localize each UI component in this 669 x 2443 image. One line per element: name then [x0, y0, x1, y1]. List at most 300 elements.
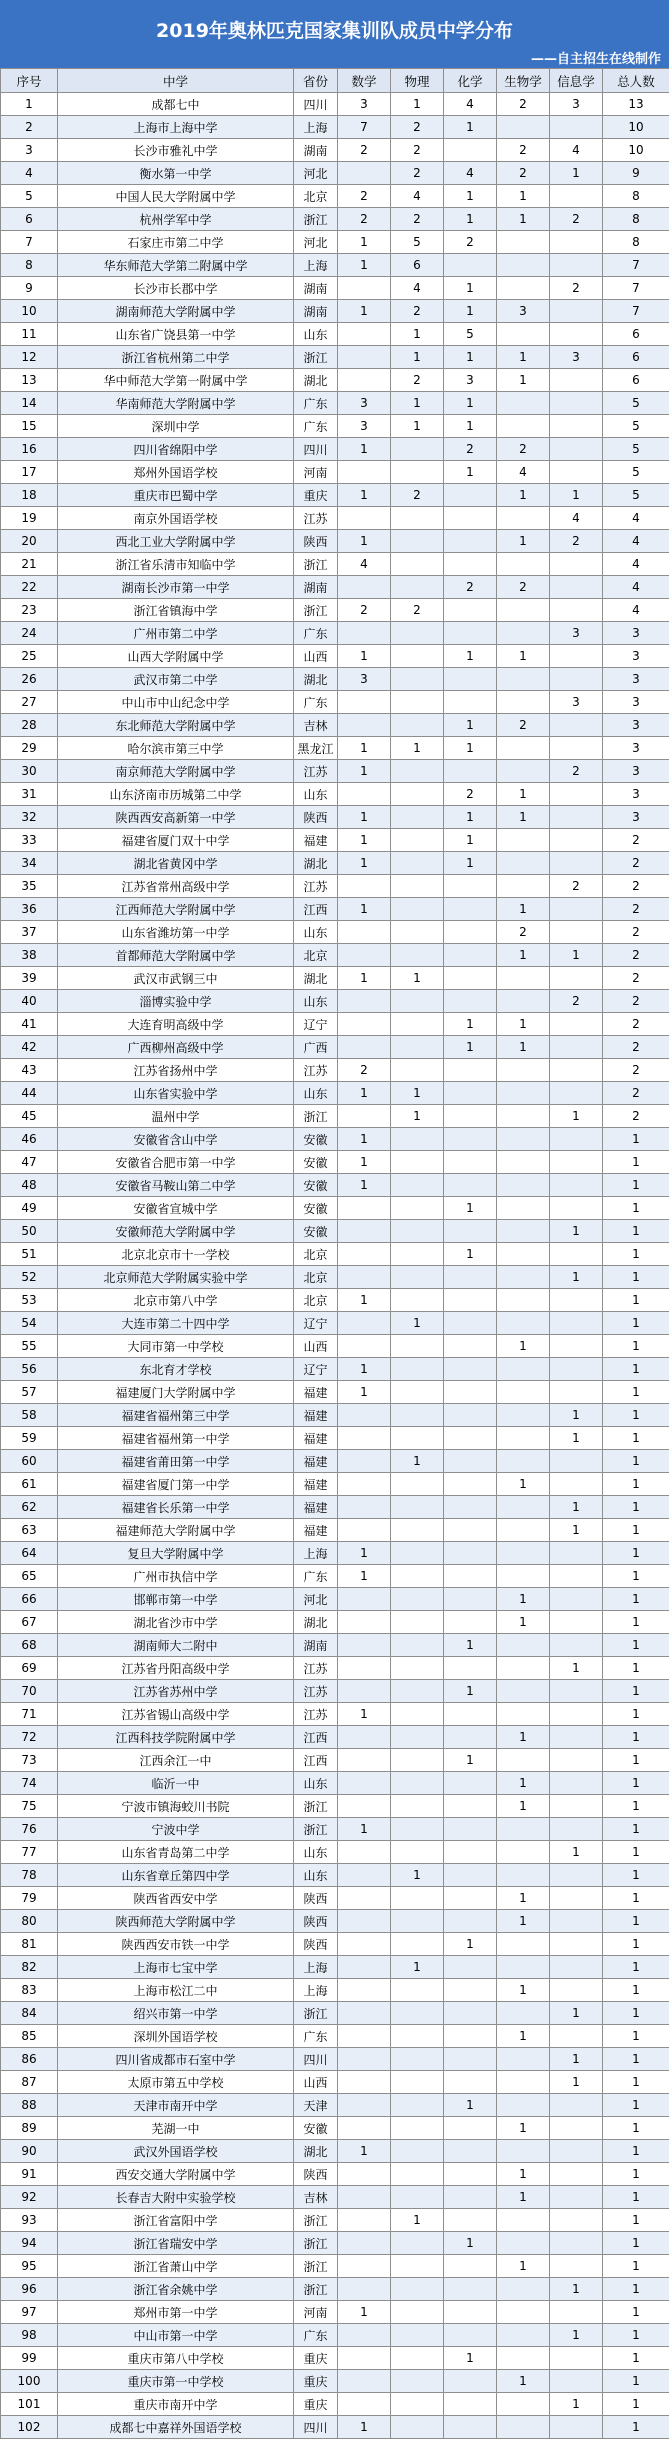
cell-total: 1 — [603, 1542, 669, 1565]
cell-index: 83 — [1, 1979, 58, 2002]
cell-informatics — [550, 2209, 603, 2232]
table-row — [1, 185, 669, 208]
cell-biology — [497, 1956, 550, 1979]
cell-school: 天津市南开中学 — [58, 2094, 294, 2117]
cell-chemistry: 1 — [444, 806, 497, 829]
cell-math: 1 — [338, 737, 391, 760]
cell-physics — [391, 691, 444, 714]
cell-index: 46 — [1, 1128, 58, 1151]
table-row — [1, 1312, 669, 1335]
table-row — [1, 691, 669, 714]
cell-biology — [497, 1289, 550, 1312]
cell-school: 华东师范大学第二附属中学 — [58, 254, 294, 277]
cell-physics — [391, 760, 444, 783]
cell-physics — [391, 576, 444, 599]
cell-biology — [497, 1427, 550, 1450]
table-row — [1, 1450, 669, 1473]
cell-math — [338, 1197, 391, 1220]
cell-informatics — [550, 1726, 603, 1749]
cell-school: 江西余江一中 — [58, 1749, 294, 1772]
cell-physics: 2 — [391, 369, 444, 392]
table-row — [1, 576, 669, 599]
cell-school: 大同市第一中学校 — [58, 1335, 294, 1358]
cell-informatics — [550, 1795, 603, 1818]
cell-total: 2 — [603, 1013, 669, 1036]
table-row — [1, 1956, 669, 1979]
cell-math — [338, 346, 391, 369]
cell-math: 1 — [338, 1381, 391, 1404]
cell-informatics: 1 — [550, 1519, 603, 1542]
cell-biology: 1 — [497, 2370, 550, 2393]
cell-physics — [391, 714, 444, 737]
table-header-row — [1, 69, 669, 93]
cell-informatics — [550, 829, 603, 852]
cell-math — [338, 1726, 391, 1749]
cell-math — [338, 1749, 391, 1772]
cell-index: 98 — [1, 2324, 58, 2347]
cell-physics — [391, 2186, 444, 2209]
cell-index: 95 — [1, 2255, 58, 2278]
cell-total: 2 — [603, 990, 669, 1013]
cell-total: 1 — [603, 1864, 669, 1887]
cell-informatics: 1 — [550, 1105, 603, 1128]
cell-school: 临沂一中 — [58, 1772, 294, 1795]
cell-biology — [497, 1174, 550, 1197]
cell-informatics — [550, 415, 603, 438]
cell-physics — [391, 898, 444, 921]
cell-physics — [391, 1013, 444, 1036]
cell-index: 29 — [1, 737, 58, 760]
cell-physics — [391, 438, 444, 461]
cell-math: 1 — [338, 438, 391, 461]
cell-biology: 1 — [497, 2163, 550, 2186]
cell-math: 1 — [338, 967, 391, 990]
cell-province: 上海 — [294, 1979, 338, 2002]
cell-province: 湖北 — [294, 369, 338, 392]
cell-informatics: 2 — [550, 875, 603, 898]
cell-school: 大连市第二十四中学 — [58, 1312, 294, 1335]
cell-total: 3 — [603, 783, 669, 806]
cell-informatics — [550, 1450, 603, 1473]
header-biology: 生物学 — [497, 69, 550, 93]
cell-index: 87 — [1, 2071, 58, 2094]
cell-province: 湖南 — [294, 139, 338, 162]
table-row — [1, 1772, 669, 1795]
cell-index: 28 — [1, 714, 58, 737]
cell-physics: 1 — [391, 1312, 444, 1335]
cell-biology — [497, 231, 550, 254]
cell-chemistry — [444, 2209, 497, 2232]
table-row — [1, 944, 669, 967]
cell-physics: 1 — [391, 737, 444, 760]
cell-physics — [391, 852, 444, 875]
cell-biology — [497, 277, 550, 300]
table-row — [1, 300, 669, 323]
cell-index: 77 — [1, 1841, 58, 1864]
cell-total: 1 — [603, 2301, 669, 2324]
cell-physics: 1 — [391, 392, 444, 415]
cell-total: 5 — [603, 461, 669, 484]
table-row — [1, 2209, 669, 2232]
cell-informatics — [550, 1887, 603, 1910]
table-row — [1, 1795, 669, 1818]
cell-biology — [497, 691, 550, 714]
table-row — [1, 1289, 669, 1312]
cell-biology: 4 — [497, 461, 550, 484]
cell-informatics — [550, 231, 603, 254]
cell-chemistry — [444, 1726, 497, 1749]
cell-total: 1 — [603, 1933, 669, 1956]
cell-province: 安徽 — [294, 1174, 338, 1197]
cell-total: 1 — [603, 1749, 669, 1772]
cell-school: 福建省福州第一中学 — [58, 1427, 294, 1450]
cell-total: 2 — [603, 967, 669, 990]
cell-index: 81 — [1, 1933, 58, 1956]
cell-total: 13 — [603, 93, 669, 116]
cell-province: 河南 — [294, 2301, 338, 2324]
cell-physics — [391, 2278, 444, 2301]
table-row — [1, 1059, 669, 1082]
cell-math — [338, 2002, 391, 2025]
cell-informatics — [550, 668, 603, 691]
cell-school: 长沙市雅礼中学 — [58, 139, 294, 162]
cell-province: 湖北 — [294, 1611, 338, 1634]
cell-province: 广东 — [294, 2324, 338, 2347]
table-row — [1, 1036, 669, 1059]
cell-biology — [497, 1818, 550, 1841]
cell-total: 1 — [603, 2140, 669, 2163]
cell-total: 1 — [603, 1266, 669, 1289]
cell-total: 1 — [603, 2232, 669, 2255]
cell-chemistry — [444, 1335, 497, 1358]
table-row — [1, 1565, 669, 1588]
cell-informatics — [550, 1910, 603, 1933]
cell-index: 20 — [1, 530, 58, 553]
cell-index: 35 — [1, 875, 58, 898]
cell-biology — [497, 1128, 550, 1151]
cell-informatics — [550, 1818, 603, 1841]
cell-chemistry: 1 — [444, 392, 497, 415]
cell-chemistry — [444, 1795, 497, 1818]
cell-school: 衡水第一中学 — [58, 162, 294, 185]
cell-school: 广西柳州高级中学 — [58, 1036, 294, 1059]
table-row — [1, 898, 669, 921]
cell-province: 山东 — [294, 990, 338, 1013]
page-title: 2019年奥林匹克国家集训队成员中学分布 — [156, 20, 513, 42]
cell-province: 浙江 — [294, 599, 338, 622]
table-row — [1, 116, 669, 139]
cell-biology — [497, 1404, 550, 1427]
table-row — [1, 1864, 669, 1887]
cell-physics — [391, 1335, 444, 1358]
cell-chemistry — [444, 1473, 497, 1496]
cell-chemistry — [444, 2048, 497, 2071]
cell-school: 深圳外国语学校 — [58, 2025, 294, 2048]
cell-informatics: 2 — [550, 208, 603, 231]
cell-index: 86 — [1, 2048, 58, 2071]
cell-province: 山东 — [294, 323, 338, 346]
table-row — [1, 1266, 669, 1289]
table-row — [1, 2163, 669, 2186]
cell-biology: 1 — [497, 1611, 550, 1634]
cell-school: 宁波市镇海蛟川书院 — [58, 1795, 294, 1818]
cell-math — [338, 2393, 391, 2416]
table-row — [1, 2048, 669, 2071]
cell-math — [338, 714, 391, 737]
cell-chemistry — [444, 1910, 497, 1933]
table-row — [1, 921, 669, 944]
cell-province: 上海 — [294, 254, 338, 277]
cell-total: 1 — [603, 2163, 669, 2186]
cell-informatics: 1 — [550, 2393, 603, 2416]
cell-physics: 1 — [391, 1082, 444, 1105]
cell-math — [338, 2370, 391, 2393]
cell-physics: 1 — [391, 93, 444, 116]
cell-province: 辽宁 — [294, 1013, 338, 1036]
cell-index: 34 — [1, 852, 58, 875]
cell-math — [338, 990, 391, 1013]
cell-biology — [497, 1059, 550, 1082]
cell-province: 重庆 — [294, 2393, 338, 2416]
cell-school: 南京师范大学附属中学 — [58, 760, 294, 783]
cell-school: 北京北京市十一学校 — [58, 1243, 294, 1266]
cell-informatics — [550, 369, 603, 392]
cell-index: 31 — [1, 783, 58, 806]
cell-math — [338, 2071, 391, 2094]
table-row — [1, 1519, 669, 1542]
cell-biology: 1 — [497, 185, 550, 208]
cell-province: 江西 — [294, 898, 338, 921]
cell-chemistry — [444, 1864, 497, 1887]
cell-math — [338, 2186, 391, 2209]
cell-total: 3 — [603, 645, 669, 668]
cell-index: 62 — [1, 1496, 58, 1519]
cell-province: 山东 — [294, 1082, 338, 1105]
cell-school: 安徽师范大学附属中学 — [58, 1220, 294, 1243]
cell-index: 74 — [1, 1772, 58, 1795]
cell-physics: 4 — [391, 185, 444, 208]
cell-biology — [497, 1841, 550, 1864]
cell-chemistry — [444, 1289, 497, 1312]
cell-physics — [391, 530, 444, 553]
cell-chemistry — [444, 1450, 497, 1473]
cell-school: 福建省长乐第一中学 — [58, 1496, 294, 1519]
cell-biology — [497, 1197, 550, 1220]
cell-informatics: 3 — [550, 346, 603, 369]
cell-province: 安徽 — [294, 1151, 338, 1174]
cell-chemistry — [444, 2324, 497, 2347]
cell-chemistry: 1 — [444, 2347, 497, 2370]
table-row — [1, 829, 669, 852]
cell-chemistry — [444, 484, 497, 507]
cell-index: 42 — [1, 1036, 58, 1059]
cell-index: 58 — [1, 1404, 58, 1427]
cell-chemistry — [444, 1887, 497, 1910]
table-row — [1, 1680, 669, 1703]
cell-index: 68 — [1, 1634, 58, 1657]
table-row — [1, 2025, 669, 2048]
cell-index: 64 — [1, 1542, 58, 1565]
cell-physics — [391, 2048, 444, 2071]
cell-biology: 1 — [497, 944, 550, 967]
cell-physics — [391, 1588, 444, 1611]
cell-chemistry: 1 — [444, 645, 497, 668]
cell-province: 浙江 — [294, 1818, 338, 1841]
cell-province: 山西 — [294, 2071, 338, 2094]
cell-total: 1 — [603, 2347, 669, 2370]
cell-province: 山东 — [294, 1864, 338, 1887]
cell-math — [338, 2048, 391, 2071]
cell-total: 1 — [603, 1427, 669, 1450]
cell-chemistry — [444, 967, 497, 990]
cell-informatics — [550, 737, 603, 760]
cell-physics — [391, 1703, 444, 1726]
table-row — [1, 1611, 669, 1634]
cell-total: 3 — [603, 714, 669, 737]
cell-province: 安徽 — [294, 2117, 338, 2140]
cell-biology — [497, 2209, 550, 2232]
cell-total: 6 — [603, 323, 669, 346]
cell-index: 88 — [1, 2094, 58, 2117]
table-row — [1, 1657, 669, 1680]
cell-chemistry — [444, 2393, 497, 2416]
cell-informatics — [550, 921, 603, 944]
cell-informatics — [550, 806, 603, 829]
cell-informatics — [550, 1197, 603, 1220]
cell-index: 41 — [1, 1013, 58, 1036]
cell-chemistry — [444, 1841, 497, 1864]
header-math: 数学 — [338, 69, 391, 93]
cell-informatics — [550, 116, 603, 139]
table-row — [1, 1082, 669, 1105]
cell-total: 8 — [603, 185, 669, 208]
cell-province: 广东 — [294, 691, 338, 714]
cell-province: 山东 — [294, 1772, 338, 1795]
cell-school: 武汉外国语学校 — [58, 2140, 294, 2163]
cell-physics: 1 — [391, 2209, 444, 2232]
cell-province: 浙江 — [294, 346, 338, 369]
cell-province: 浙江 — [294, 2232, 338, 2255]
cell-province: 陕西 — [294, 1933, 338, 1956]
cell-chemistry — [444, 760, 497, 783]
cell-biology — [497, 1680, 550, 1703]
cell-index: 25 — [1, 645, 58, 668]
cell-informatics — [550, 1565, 603, 1588]
table-row — [1, 1588, 669, 1611]
cell-school: 成都七中 — [58, 93, 294, 116]
cell-biology — [497, 1220, 550, 1243]
cell-school: 陕西师范大学附属中学 — [58, 1910, 294, 1933]
cell-total: 9 — [603, 162, 669, 185]
cell-chemistry — [444, 1703, 497, 1726]
cell-index: 102 — [1, 2416, 58, 2439]
credit-text: ——自主招生在线制作 — [530, 52, 661, 67]
table-row — [1, 1013, 669, 1036]
cell-chemistry: 1 — [444, 1197, 497, 1220]
cell-school: 安徽省合肥市第一中学 — [58, 1151, 294, 1174]
table-row — [1, 2324, 669, 2347]
cell-chemistry: 1 — [444, 1749, 497, 1772]
cell-biology: 1 — [497, 2025, 550, 2048]
cell-informatics — [550, 2370, 603, 2393]
cell-school: 西安交通大学附属中学 — [58, 2163, 294, 2186]
cell-province: 湖南 — [294, 1634, 338, 1657]
cell-total: 1 — [603, 1151, 669, 1174]
cell-index: 60 — [1, 1450, 58, 1473]
cell-total: 1 — [603, 2416, 669, 2439]
cell-informatics — [550, 392, 603, 415]
table-row — [1, 1634, 669, 1657]
cell-math: 3 — [338, 668, 391, 691]
cell-total: 1 — [603, 2094, 669, 2117]
cell-school: 郑州外国语学校 — [58, 461, 294, 484]
table-row — [1, 162, 669, 185]
cell-chemistry — [444, 2117, 497, 2140]
cell-chemistry: 1 — [444, 461, 497, 484]
cell-informatics: 1 — [550, 2048, 603, 2071]
cell-math: 3 — [338, 415, 391, 438]
cell-math: 1 — [338, 1542, 391, 1565]
cell-biology: 1 — [497, 2117, 550, 2140]
cell-informatics — [550, 438, 603, 461]
cell-school: 北京市第八中学 — [58, 1289, 294, 1312]
cell-chemistry — [444, 2071, 497, 2094]
cell-index: 57 — [1, 1381, 58, 1404]
cell-informatics: 3 — [550, 622, 603, 645]
cell-informatics — [550, 2025, 603, 2048]
cell-index: 73 — [1, 1749, 58, 1772]
cell-total: 1 — [603, 1588, 669, 1611]
cell-informatics: 2 — [550, 530, 603, 553]
cell-chemistry — [444, 2278, 497, 2301]
table-row — [1, 1335, 669, 1358]
cell-biology: 2 — [497, 93, 550, 116]
cell-total: 2 — [603, 875, 669, 898]
cell-informatics — [550, 1036, 603, 1059]
cell-index: 99 — [1, 2347, 58, 2370]
cell-informatics: 1 — [550, 1657, 603, 1680]
table-row — [1, 2278, 669, 2301]
cell-chemistry: 1 — [444, 116, 497, 139]
cell-total: 4 — [603, 576, 669, 599]
cell-total: 2 — [603, 1036, 669, 1059]
cell-total: 1 — [603, 1473, 669, 1496]
cell-math: 1 — [338, 1128, 391, 1151]
cell-math — [338, 369, 391, 392]
cell-total: 3 — [603, 622, 669, 645]
cell-chemistry: 1 — [444, 300, 497, 323]
cell-province: 广西 — [294, 1036, 338, 1059]
cell-chemistry: 4 — [444, 162, 497, 185]
cell-physics — [391, 1059, 444, 1082]
cell-math — [338, 461, 391, 484]
cell-math — [338, 1841, 391, 1864]
cell-province: 四川 — [294, 2048, 338, 2071]
cell-informatics — [550, 2186, 603, 2209]
cell-index: 36 — [1, 898, 58, 921]
cell-math — [338, 2025, 391, 2048]
cell-school: 南京外国语学校 — [58, 507, 294, 530]
cell-biology: 2 — [497, 714, 550, 737]
cell-math — [338, 1496, 391, 1519]
cell-chemistry — [444, 507, 497, 530]
cell-physics: 2 — [391, 162, 444, 185]
cell-physics — [391, 2255, 444, 2278]
table-row — [1, 2370, 669, 2393]
cell-chemistry: 1 — [444, 1243, 497, 1266]
cell-total: 6 — [603, 346, 669, 369]
cell-biology — [497, 2324, 550, 2347]
